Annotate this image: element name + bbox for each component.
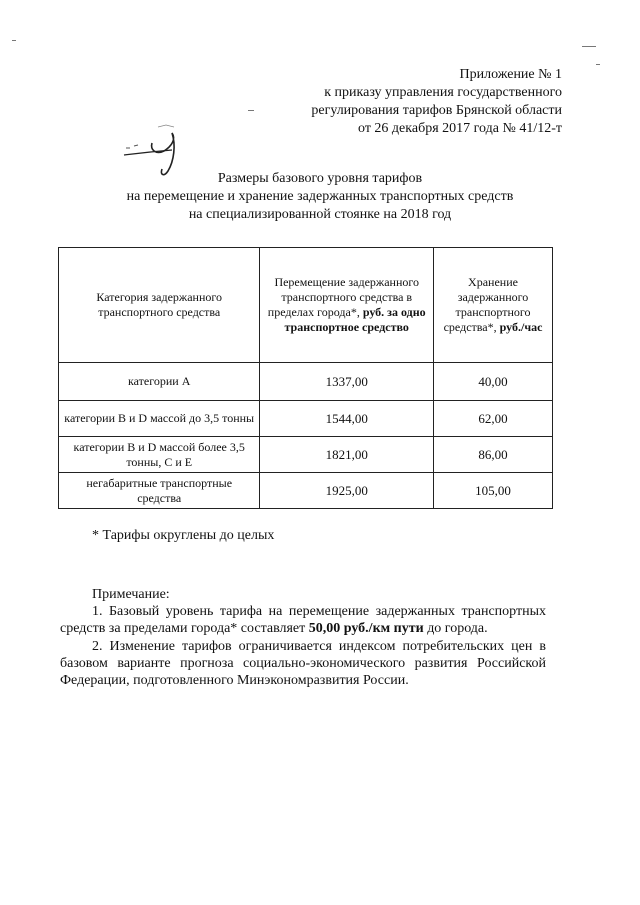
scan-mark bbox=[582, 46, 596, 47]
row-storage-tariff: 105,00 bbox=[434, 473, 553, 509]
table-header-row bbox=[59, 248, 553, 363]
row-storage-tariff: 40,00 bbox=[434, 363, 553, 401]
table-row bbox=[59, 363, 553, 401]
row-category: категории В и D массой более 3,5 тонны, С и Е bbox=[59, 437, 260, 473]
table-row bbox=[59, 401, 553, 437]
appendix-order-line: к приказу управления государственного bbox=[324, 85, 562, 100]
scan-mark bbox=[596, 64, 600, 65]
header-category: Категория задержанного транспортного средства bbox=[59, 248, 260, 363]
document-title bbox=[60, 170, 580, 224]
rounding-footnote: * Тарифы округлены до целых bbox=[92, 528, 275, 543]
note-item-1 bbox=[60, 603, 546, 637]
row-category: категории В и D массой до 3,5 тонны bbox=[59, 401, 260, 437]
appendix-number: Приложение № 1 bbox=[459, 67, 562, 82]
note-1-tail: до города. bbox=[427, 621, 488, 636]
table-row bbox=[59, 473, 553, 509]
note-1-text: 1. Базовый уровень тарифа на перемещение задержанных транспортных средств за пределами города* составляет bbox=[60, 604, 546, 636]
notes-heading: Примечание: bbox=[92, 587, 170, 602]
row-moving-tariff: 1925,00 bbox=[260, 473, 434, 509]
tariffs-table bbox=[58, 247, 553, 509]
appendix-date-line: от 26 декабря 2017 года № 41/12-т bbox=[358, 121, 562, 136]
header-moving-text: Перемещение задержанного транспортного средства в пределах города*, bbox=[267, 275, 419, 319]
title-line-2: на перемещение и хранение задержанных транспортных средств bbox=[126, 189, 514, 204]
header-moving bbox=[260, 248, 434, 363]
row-category: негабаритные транспортные средства bbox=[59, 473, 260, 509]
header-storage-text: Хранение задержанного транспортного средства*, bbox=[443, 275, 531, 334]
appendix-authority-line: регулирования тарифов Брянской области bbox=[311, 103, 562, 118]
row-category: категории А bbox=[59, 363, 260, 401]
row-moving-tariff: 1544,00 bbox=[260, 401, 434, 437]
appendix-header bbox=[311, 66, 562, 138]
header-moving-unit: руб. за одно транспортное средство bbox=[284, 305, 426, 334]
row-moving-tariff: 1821,00 bbox=[260, 437, 434, 473]
row-storage-tariff: 86,00 bbox=[434, 437, 553, 473]
notes-section bbox=[60, 586, 546, 689]
header-storage bbox=[434, 248, 553, 363]
note-1-rate: 50,00 руб./км пути bbox=[308, 621, 424, 636]
title-line-3: на специализированной стоянке на 2018 год bbox=[188, 207, 452, 222]
title-line-1: Размеры базового уровня тарифов bbox=[217, 171, 423, 186]
note-item-2: 2. Изменение тарифов ограничивается индексом потребительских цен в базовом варианте прогноза социально-экономического развития Российской Федерации, подготовленного Минэкономразвития России. bbox=[60, 639, 546, 688]
header-storage-unit: руб./час bbox=[499, 320, 543, 334]
table-row bbox=[59, 437, 553, 473]
scan-mark bbox=[248, 110, 254, 111]
scan-mark bbox=[12, 40, 16, 41]
row-storage-tariff: 62,00 bbox=[434, 401, 553, 437]
row-moving-tariff: 1337,00 bbox=[260, 363, 434, 401]
